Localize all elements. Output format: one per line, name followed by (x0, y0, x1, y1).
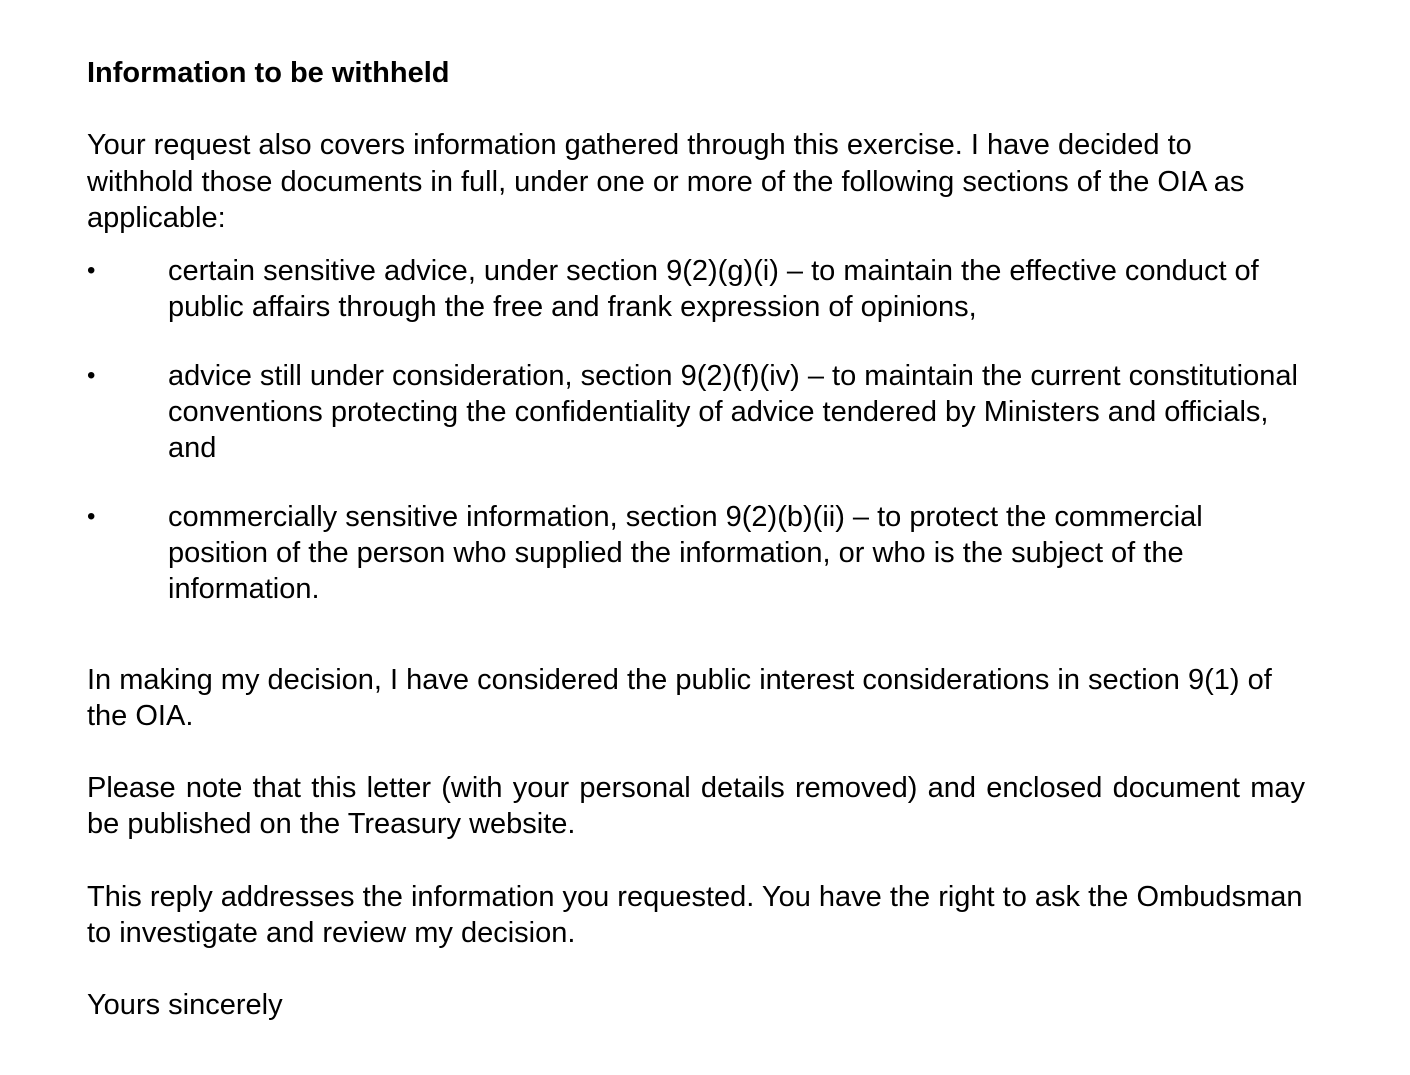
list-item-text: certain sensitive advice, under section 9(2)(g)(i) – to maintain the effective conduct of public affairs through the free and frank expression of opinions, (168, 255, 1259, 324)
letter-page (87, 55, 1305, 1024)
section-heading: Information to be withheld (87, 57, 450, 89)
bullet-icon: • (87, 257, 96, 285)
list-item-text: commercially sensitive information, section 9(2)(b)(ii) – to protect the commercial position of the person who supplied the information, or who is the subject of the information. (168, 500, 1203, 606)
decision-paragraph: In making my decision, I have considered the public interest considerations in section 9(1) of the OIA. (87, 663, 1272, 732)
intro-paragraph: Your request also covers information gathered through this exercise. I have decided to withhold those documents in full, under one or more of the following sections of the OIA as applicable: (87, 129, 1245, 234)
list-item (87, 358, 1305, 467)
list-item (87, 253, 1305, 326)
list-item (87, 499, 1305, 608)
ombudsman-paragraph: This reply addresses the information you requested. You have the right to ask the Ombudsman to investigate and review my decision. (87, 880, 1303, 950)
withholding-grounds-list (87, 253, 1305, 607)
publication-note-paragraph: Please note that this letter (with your personal details removed) and enclosed document may be published on the Treasury website. (87, 772, 1305, 841)
bullet-icon: • (87, 502, 96, 530)
closing-salutation: Yours sincerely (87, 989, 283, 1022)
bullet-icon: • (87, 361, 96, 389)
list-item-text: advice still under consideration, section 9(2)(f)(iv) – to maintain the current constitutional conventions protecting the confidentiality of advice tendered by Ministers and officials, and (168, 359, 1298, 465)
